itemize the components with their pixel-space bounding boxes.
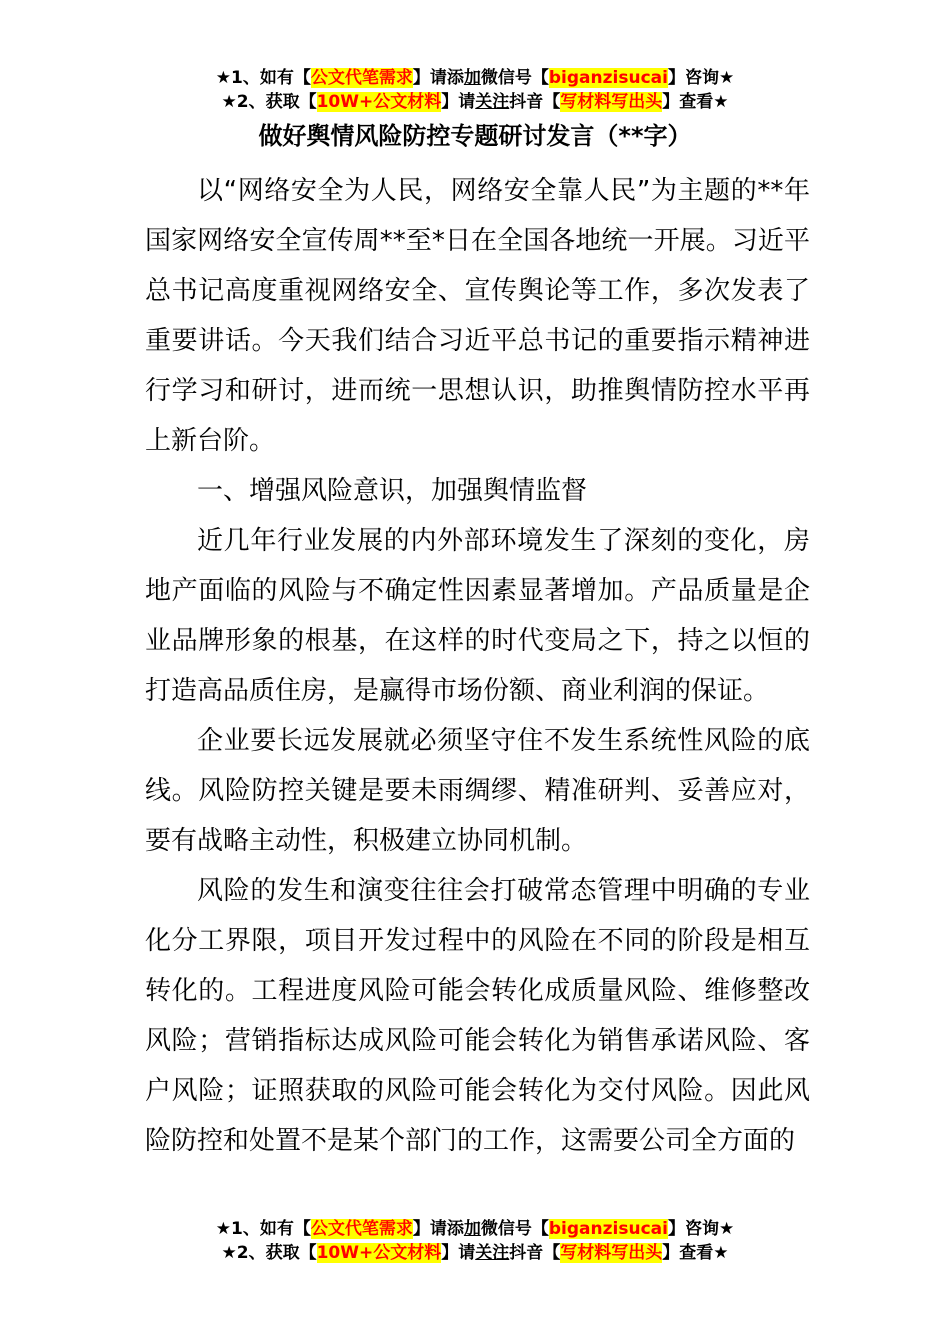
wechat-id-highlight: biganzisucai <box>548 1219 668 1239</box>
banner-text: 抖音【 <box>509 92 561 112</box>
star-icon: ★ <box>221 1243 237 1263</box>
banner-highlight: 10W+公文材料 <box>316 1243 442 1263</box>
banner-line-1 <box>0 66 950 90</box>
douyin-id-highlight: 写材料写出头 <box>560 92 663 112</box>
paragraph: 企业要长远发展就必须坚守住不发生系统性风险的底线。风险防控关键是要未雨绸缪、精准研判、妥善应对，要有战略主动性，积极建立协同机制。 <box>145 726 810 856</box>
section-heading: 一、增强风险意识，加强舆情监督 <box>197 476 588 506</box>
banner-highlight: 10W+公文材料 <box>316 92 442 112</box>
banner-highlight: 公文代笔需求 <box>310 68 413 88</box>
banner-line-1 <box>0 1217 950 1241</box>
star-icon: ★ <box>215 1219 232 1239</box>
banner-text: 2、获取【 <box>236 92 317 112</box>
banner-text-underlined: 加 <box>463 1219 481 1239</box>
star-icon: ★ <box>713 1243 729 1263</box>
banner-text: 1、如有【 <box>231 68 311 88</box>
paragraph: 风险的发生和演变往往会打破常态管理中明确的专业化分工界限，项目开发过程中的风险在不同的阶段是相互转化的。工程进度风险可能会转化成质量风险、维修整改风险；营销指标达成风险可能会转化为销售承诺风险、客户风险；证照获取的风险可能会转化为交付风险。因此风险防控和处置不是某个部门的工作，这需要公司全方面的 <box>145 876 810 1156</box>
douyin-id-highlight: 写材料写出头 <box>560 1243 663 1263</box>
banner-text: 微信号【 <box>480 1219 549 1239</box>
star-icon: ★ <box>718 68 735 88</box>
banner-text: 】请 <box>441 1243 476 1263</box>
document-title: 做好舆情风险防控专题研讨发言（**字） <box>258 122 692 150</box>
banner-text: 2、获取【 <box>236 1243 317 1263</box>
star-icon: ★ <box>221 92 237 112</box>
banner-text: 】查看 <box>662 92 714 112</box>
star-icon: ★ <box>215 68 232 88</box>
header-banner <box>0 66 950 114</box>
banner-text: 抖音【 <box>509 1243 561 1263</box>
footer-banner <box>0 1217 950 1265</box>
banner-text: 】请添 <box>412 68 464 88</box>
paragraph: 近几年行业发展的内外部环境发生了深刻的变化，房地产面临的风险与不确定性因素显著增加。产品质量是企业品牌形象的根基，在这样的时代变局之下，持之以恒的打造高品质住房，是赢得市场份额、商业利润的保证。 <box>145 526 810 706</box>
banner-text: 】咨询 <box>667 68 719 88</box>
banner-text: 微信号【 <box>480 68 549 88</box>
wechat-id-highlight: biganzisucai <box>548 68 668 88</box>
document-body <box>145 166 810 1166</box>
banner-text-underlined: 关注 <box>475 92 510 112</box>
banner-text-underlined: 关注 <box>475 1243 510 1263</box>
banner-highlight: 公文代笔需求 <box>310 1219 413 1239</box>
banner-text-underlined: 加 <box>463 68 481 88</box>
banner-text: 】请添 <box>412 1219 464 1239</box>
star-icon: ★ <box>713 92 729 112</box>
star-icon: ★ <box>718 1219 735 1239</box>
banner-text: 1、如有【 <box>231 1219 311 1239</box>
banner-line-2 <box>0 1241 950 1265</box>
banner-line-2 <box>0 90 950 114</box>
banner-text: 】查看 <box>662 1243 714 1263</box>
banner-text: 】咨询 <box>667 1219 719 1239</box>
paragraph: 以“网络安全为人民，网络安全靠人民”为主题的**年国家网络安全宣传周**至*日在全国各地统一开展。习近平总书记高度重视网络安全、宣传舆论等工作，多次发表了重要讲话。今天我们结合习近平总书记的重要指示精神进行学习和研讨，进而统一思想认识，助推舆情防控水平再上新台阶。 <box>145 176 810 456</box>
banner-text: 】请 <box>441 92 476 112</box>
